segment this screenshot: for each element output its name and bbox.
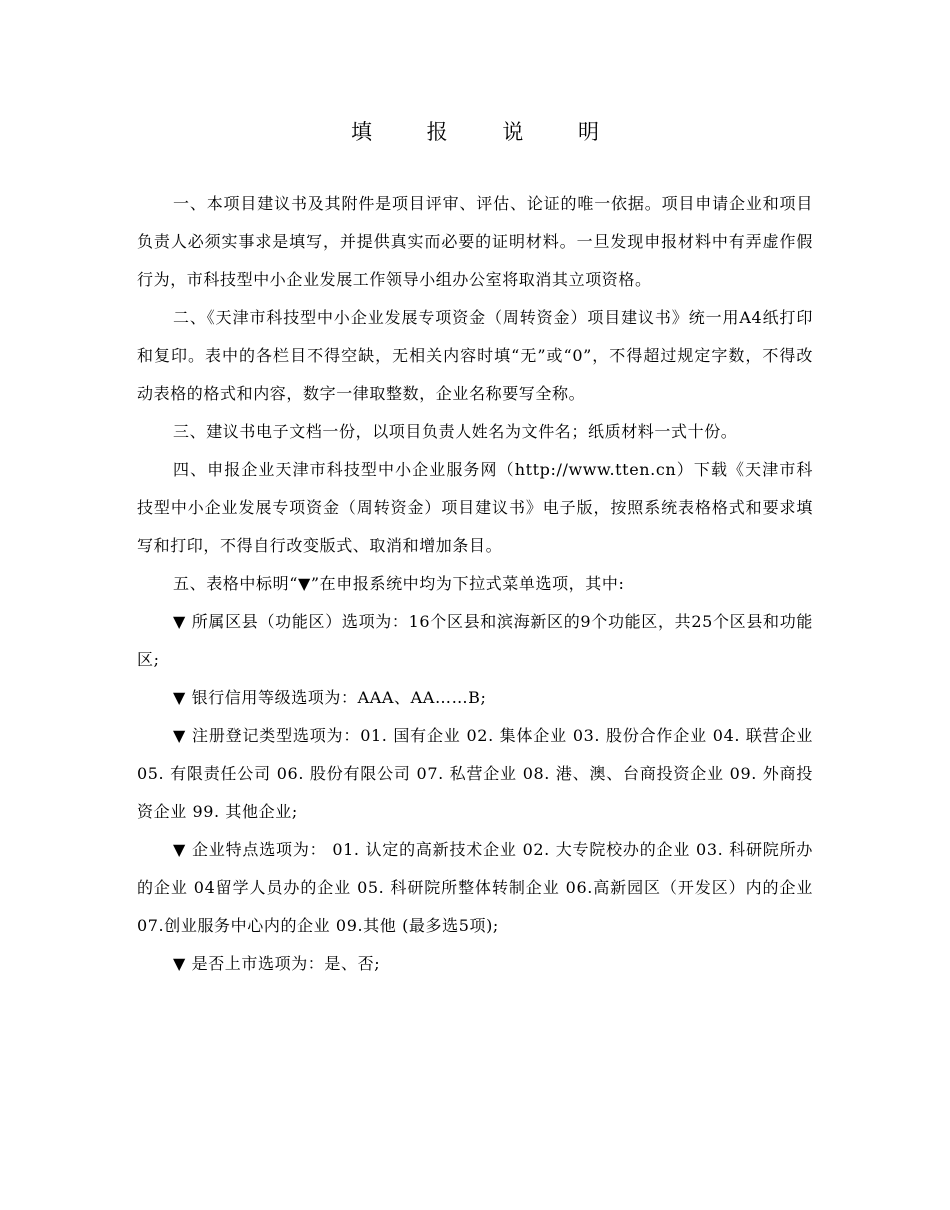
list-item-credit-rating: ▼ 银行信用等级选项为：AAA、AA……B; <box>173 688 487 707</box>
paragraph-2: 二、《天津市科技型中小企业发展专项资金（周转资金）项目建议书》统一用A4纸打印和复印。表中的各栏目不得空缺，无相关内容时填“无”或“0”，不得超过规定字数，不得改动表格的格式和内容，数字一律取整数，企业名称要写全称。 <box>137 308 813 403</box>
list-item-district: ▼ 所属区县（功能区）选项为：16个区县和滨海新区的9个功能区，共25个区县和功能区; <box>137 612 813 669</box>
list-item-registration-type: ▼ 注册登记类型选项为：01. 国有企业 02. 集体企业 03. 股份合作企业 04. 联营企业 05. 有限责任公司 06. 股份有限公司 07. 私营企业 08. 港、澳、台商投资企业 09. 外商投资企业 99. 其他企业; <box>137 726 813 821</box>
list-item-listed: ▼ 是否上市选项为：是、否; <box>173 954 381 973</box>
paragraph-1: 一、本项目建议书及其附件是项目评审、评估、论证的唯一依据。项目申请企业和项目负责人必须实事求是填写，并提供真实而必要的证明材料。一旦发现申报材料中有弄虚作假行为，市科技型中小企业发展工作领导小组办公室将取消其立项资格。 <box>137 194 813 289</box>
list-item-enterprise-feature: ▼ 企业特点选项为： 01. 认定的高新技术企业 02. 大专院校办的企业 03. 科研院所办的企业 04留学人员办的企业 05. 科研院所整体转制企业 06.高新园区（开发区）内的企业 07.创业服务中心内的企业 09.其他 (最多选5项); <box>137 840 813 935</box>
page-title: 填 报 说 明 <box>350 120 624 144</box>
document-page <box>137 0 813 1210</box>
paragraph-5: 五、表格中标明“▼”在申报系统中均为下拉式菜单选项，其中: <box>173 574 625 593</box>
paragraph-3: 三、建议书电子文档一份，以项目负责人姓名为文件名；纸质材料一式十份。 <box>173 422 738 441</box>
paragraph-4: 四、申报企业天津市科技型中小企业服务网（http://www.tten.cn）下载《天津市科技型中小企业发展专项资金（周转资金）项目建议书》电子版，按照系统表格格式和要求填写和打印，不得自行改变版式、取消和增加条目。 <box>137 460 813 555</box>
document-body <box>137 185 813 983</box>
